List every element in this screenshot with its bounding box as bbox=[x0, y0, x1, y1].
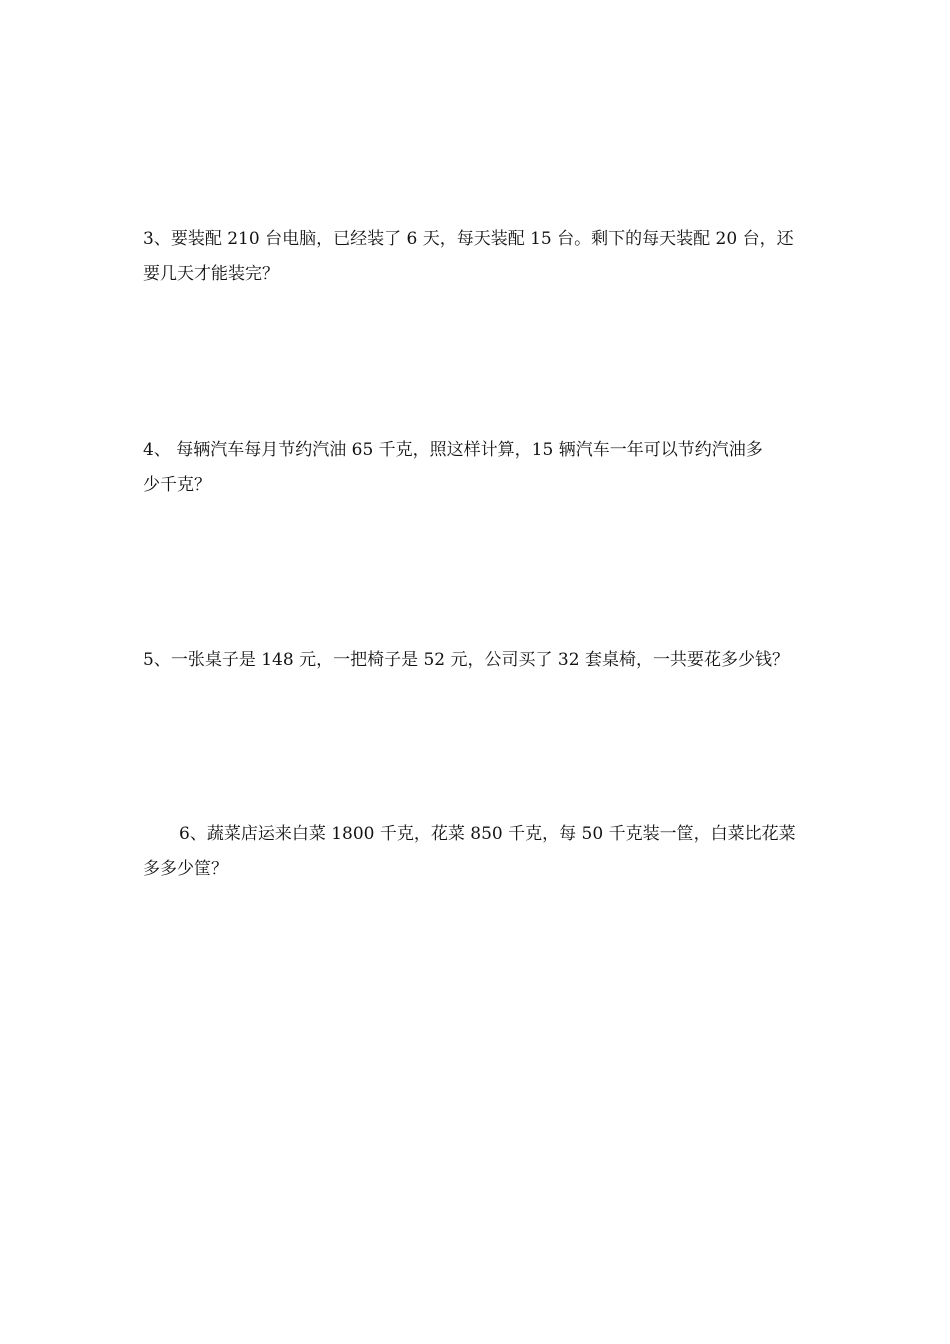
problem-5-line-1: 5、一张桌子是 148 元，一把椅子是 52 元，公司买了 32 套桌椅，一共要花多少钱？ bbox=[143, 650, 789, 670]
problem-4 bbox=[143, 433, 811, 503]
problem-4-line-2: 少千克？ bbox=[143, 475, 211, 495]
problem-3 bbox=[143, 222, 811, 292]
problem-6-line-1: 6、蔬菜店运来白菜 1800 千克，花菜 850 千克，每 50 千克装一筐，白菜比花菜 bbox=[179, 824, 796, 844]
problem-3-line-1: 3、要装配 210 台电脑，已经装了 6 天，每天装配 15 台。剩下的每天装配 20 台，还 bbox=[143, 229, 794, 249]
problem-6-line-2: 多多少筐？ bbox=[143, 859, 228, 879]
problem-6 bbox=[143, 817, 811, 887]
problem-5 bbox=[143, 643, 811, 678]
problem-4-line-1: 4、 每辆汽车每月节约汽油 65 千克，照这样计算，15 辆汽车一年可以节约汽油多 bbox=[143, 440, 763, 460]
problem-3-line-2: 要几天才能装完？ bbox=[143, 264, 279, 284]
